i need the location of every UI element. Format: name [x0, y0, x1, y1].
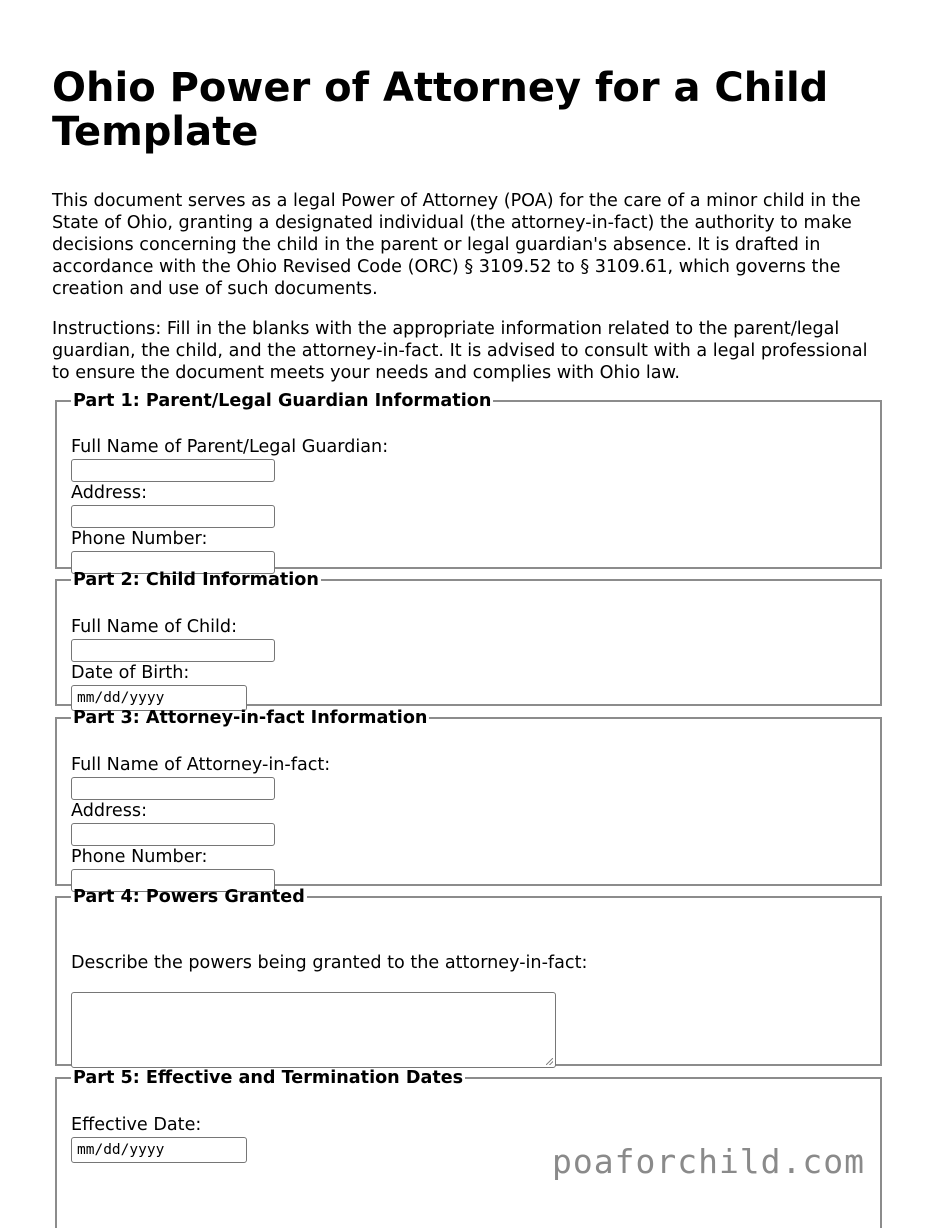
powers-textarea[interactable] — [71, 992, 556, 1068]
page-title: Ohio Power of Attorney for a Child Template — [52, 65, 829, 155]
part2-fieldset — [55, 570, 882, 706]
part1-fieldset — [55, 391, 882, 569]
part4-legend: Part 4: Powers Granted — [73, 887, 305, 907]
attorney-name-label: Full Name of Attorney-in-fact: — [71, 755, 331, 775]
parent-name-label: Full Name of Parent/Legal Guardian: — [71, 437, 389, 457]
attorney-name-input[interactable] — [71, 777, 275, 800]
child-name-input[interactable] — [71, 639, 275, 662]
powers-label: Describe the powers being granted to the attorney-in-fact: — [71, 953, 588, 973]
part2-legend: Part 2: Child Information — [73, 570, 319, 590]
parent-address-label: Address: — [71, 483, 147, 503]
part4-fieldset — [55, 887, 882, 1066]
parent-name-input[interactable] — [71, 459, 275, 482]
part3-fieldset — [55, 708, 882, 886]
effective-date-input[interactable]: mm/dd/yyyy — [71, 1137, 247, 1163]
document-page — [52, 66, 884, 384]
child-dob-input[interactable]: mm/dd/yyyy — [71, 685, 247, 711]
attorney-phone-label: Phone Number: — [71, 847, 208, 867]
intro-paragraph: This document serves as a legal Power of Attorney (POA) for the care of a minor child in the State of Ohio, granting a designated individual (the attorney-in-fact) the authority to make decisions concerning the child in the parent or legal guardian's absence. It is drafted in accordance with the Ohio Revised Code (ORC) § 3109.52 to § 3109.61, which governs the creation and use of such documents. — [52, 191, 861, 299]
part5-legend: Part 5: Effective and Termination Dates — [73, 1068, 464, 1088]
child-name-label: Full Name of Child: — [71, 617, 238, 637]
part1-legend: Part 1: Parent/Legal Guardian Information — [73, 391, 492, 411]
watermark: poaforchild.com — [552, 1142, 866, 1181]
part3-legend: Part 3: Attorney-in-fact Information — [73, 708, 428, 728]
child-dob-label: Date of Birth: — [71, 663, 190, 683]
parent-address-input[interactable] — [71, 505, 275, 528]
effective-date-label: Effective Date: — [71, 1115, 202, 1135]
attorney-address-input[interactable] — [71, 823, 275, 846]
attorney-address-label: Address: — [71, 801, 147, 821]
parent-phone-label: Phone Number: — [71, 529, 208, 549]
instructions-paragraph: Instructions: Fill in the blanks with the appropriate information related to the parent/legal guardian, the child, and the attorney-in-fact. It is advised to consult with a legal professional to ensure the document meets your needs and complies with Ohio law. — [52, 319, 868, 383]
resize-handle-icon[interactable] — [546, 1058, 553, 1065]
